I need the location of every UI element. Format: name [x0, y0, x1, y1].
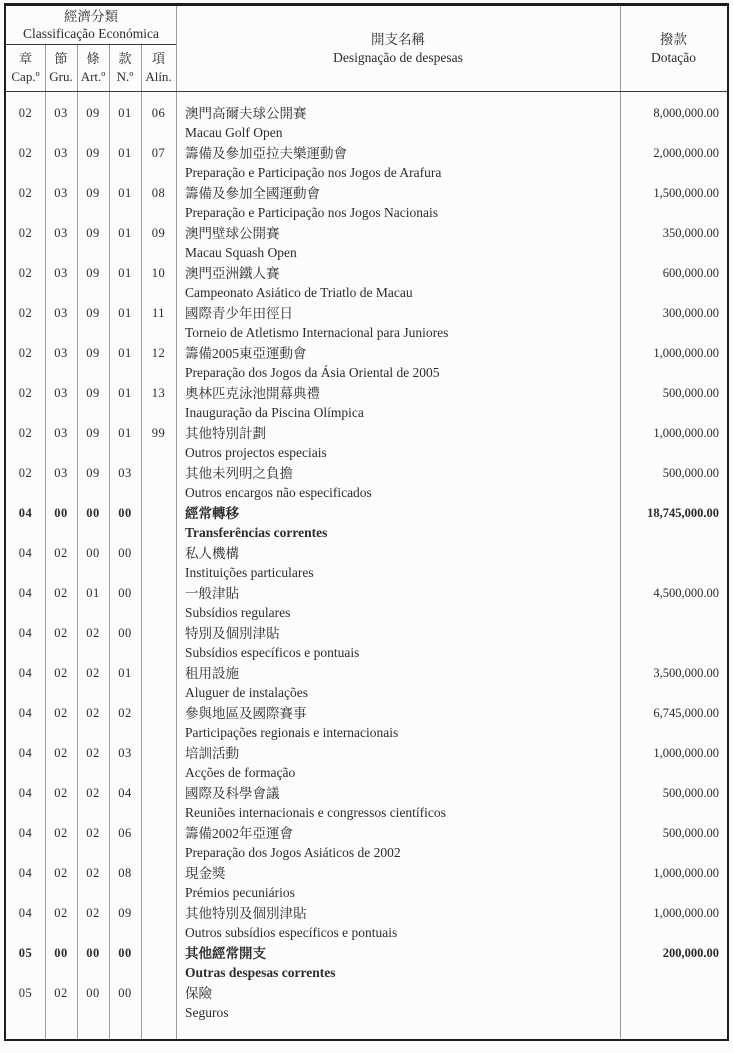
designation-zh: 一般津貼 [185, 586, 239, 601]
code-gru-cell: 03 [54, 386, 68, 400]
designation-zh: 保險 [185, 986, 212, 1001]
code-gru-cell: 02 [54, 986, 68, 1000]
budget-table [4, 3, 729, 1041]
code-art-cell: 02 [86, 786, 100, 800]
table-row [6, 344, 727, 384]
designation-zh: 租用設施 [185, 666, 239, 681]
code-gru-cell: 03 [54, 226, 68, 240]
code-n-cell: 01 [118, 306, 132, 320]
code-cap-cell: 02 [18, 146, 33, 160]
designation-header [176, 6, 620, 91]
code-cap-cell: 02 [18, 346, 33, 360]
code-alin-cell: 11 [151, 306, 166, 320]
code-gru-cell: 02 [54, 826, 68, 840]
amount-cell: 500,000.00 [662, 826, 719, 840]
code-gru-cell: 03 [54, 186, 68, 200]
designation-cell [176, 984, 620, 1024]
col-header-cap-zh: 章 [18, 51, 32, 66]
designation-pt: Outras despesas correntes [185, 965, 336, 980]
classification-header [6, 6, 176, 44]
amount-cell: 600,000.00 [662, 266, 719, 280]
code-n-cell: 01 [118, 346, 132, 360]
code-gru-cell: 02 [54, 786, 68, 800]
table-row [6, 464, 727, 504]
designation-pt: Macau Golf Open [185, 125, 283, 140]
designation-header-zh: 開支名稱 [371, 31, 425, 47]
code-n-cell: 00 [118, 546, 132, 560]
code-alin-cell: 12 [151, 346, 166, 360]
table-row [6, 544, 727, 584]
amount-cell: 2,000,000.00 [653, 146, 719, 160]
code-n-cell: 03 [118, 746, 132, 760]
designation-pt: Prémios pecuniários [185, 885, 295, 900]
designation-cell [176, 344, 620, 384]
code-gru-cell: 02 [54, 706, 68, 720]
code-gru-cell: 03 [54, 466, 68, 480]
designation-cell [176, 784, 620, 824]
code-art-cell: 09 [86, 106, 100, 120]
code-art-cell: 09 [86, 466, 100, 480]
code-cap-cell: 04 [18, 746, 33, 760]
code-art-cell: 00 [86, 506, 100, 520]
amount-header [620, 6, 727, 91]
col-header-n [109, 45, 141, 91]
table-row [6, 904, 727, 944]
code-n-cell: 06 [118, 826, 132, 840]
designation-cell [176, 104, 620, 144]
classification-title-pt: Classificação Económica [22, 26, 160, 41]
col-header-art-zh: 條 [86, 51, 100, 66]
code-cap-cell: 02 [18, 426, 33, 440]
code-n-cell: 01 [118, 146, 132, 160]
table-body [6, 92, 727, 1037]
code-cap-cell: 04 [18, 626, 33, 640]
code-art-cell: 00 [86, 986, 100, 1000]
code-gru-cell: 03 [54, 146, 68, 160]
table-row [6, 784, 727, 824]
table-row [6, 984, 727, 1024]
designation-zh: 國際青少年田徑日 [185, 306, 293, 321]
code-cap-cell: 04 [18, 546, 33, 560]
code-n-cell: 00 [118, 626, 132, 640]
table-row [6, 664, 727, 704]
code-cap-cell: 02 [18, 386, 33, 400]
code-cap-cell: 04 [18, 866, 33, 880]
designation-pt: Campeonato Asiático de Triatlo de Macau [185, 285, 413, 300]
col-header-alin-pt: Alín. [145, 69, 172, 84]
code-art-cell: 02 [86, 906, 100, 920]
code-alin-cell [141, 824, 176, 864]
code-n-cell: 00 [118, 986, 132, 1000]
col-header-alin-zh: 項 [151, 51, 165, 66]
amount-cell: 1,000,000.00 [653, 426, 719, 440]
code-n-cell: 00 [118, 506, 132, 520]
code-art-cell: 00 [86, 546, 100, 560]
code-gru-cell: 00 [54, 946, 68, 960]
col-header-n-zh: 款 [118, 51, 132, 66]
code-art-cell: 09 [86, 146, 100, 160]
amount-cell: 8,000,000.00 [653, 106, 719, 120]
code-n-cell: 01 [118, 106, 132, 120]
designation-zh: 參與地區及國際賽事 [185, 706, 307, 721]
designation-cell [176, 384, 620, 424]
code-gru-cell: 02 [54, 546, 68, 560]
col-header-cap-pt: Cap.º [11, 69, 40, 84]
code-alin-cell [141, 704, 176, 744]
table-row [6, 584, 727, 624]
code-cap-cell: 04 [18, 826, 33, 840]
designation-header-pt: Designação de despesas [333, 49, 463, 65]
table-row [6, 144, 727, 184]
designation-cell [176, 464, 620, 504]
designation-cell [176, 544, 620, 584]
designation-cell [176, 184, 620, 224]
code-art-cell: 02 [86, 666, 100, 680]
table-row [6, 184, 727, 224]
code-cap-cell: 04 [18, 706, 33, 720]
code-alin-cell [141, 544, 176, 584]
amount-cell: 1,000,000.00 [653, 346, 719, 360]
amount-cell: 6,745,000.00 [653, 706, 719, 720]
designation-zh: 籌備及參加亞拉夫樂運動會 [185, 146, 347, 161]
code-cap-cell: 02 [18, 226, 33, 240]
code-alin-cell [141, 464, 176, 504]
amount-cell: 500,000.00 [662, 786, 719, 800]
amount-cell: 500,000.00 [662, 386, 719, 400]
code-alin-cell [141, 944, 176, 984]
amount-cell: 1,000,000.00 [653, 906, 719, 920]
amount-cell: 1,000,000.00 [653, 746, 719, 760]
table-row [6, 224, 727, 264]
designation-cell [176, 744, 620, 784]
designation-pt: Seguros [185, 1005, 229, 1020]
amount-cell: 4,500,000.00 [653, 586, 719, 600]
code-cap-cell: 04 [18, 586, 33, 600]
amount-cell [620, 984, 727, 1024]
designation-cell [176, 664, 620, 704]
code-alin-cell [141, 864, 176, 904]
code-alin-cell [141, 584, 176, 624]
code-alin-cell: 13 [151, 386, 166, 400]
table-row [6, 864, 727, 904]
amount-cell: 18,745,000.00 [647, 506, 719, 520]
designation-pt: Macau Squash Open [185, 245, 297, 260]
designation-cell [176, 424, 620, 464]
designation-pt: Preparação e Participação nos Jogos Nacionais [185, 205, 439, 220]
designation-cell [176, 624, 620, 664]
designation-zh: 國際及科學會議 [185, 786, 280, 801]
table-row [6, 944, 727, 984]
classification-title-zh: 經濟分類 [64, 9, 118, 24]
designation-zh: 其他特別計劃 [185, 426, 266, 441]
designation-zh: 特別及個別津貼 [185, 626, 280, 641]
code-n-cell: 03 [118, 466, 132, 480]
code-art-cell: 09 [86, 266, 100, 280]
code-cap-cell: 04 [18, 786, 33, 800]
code-art-cell: 02 [86, 826, 100, 840]
designation-zh: 其他特別及個別津貼 [185, 906, 307, 921]
code-cap-cell: 02 [18, 466, 33, 480]
col-header-gru-zh: 節 [54, 51, 68, 66]
designation-pt: Inauguração da Piscina Olímpica [185, 405, 364, 420]
designation-pt: Acções de formação [185, 765, 296, 780]
code-art-cell: 09 [86, 306, 100, 320]
code-alin-cell: 09 [151, 226, 166, 240]
code-art-cell: 01 [86, 586, 100, 600]
col-header-art-pt: Art.º [80, 69, 106, 84]
designation-cell [176, 864, 620, 904]
designation-zh: 培訓活動 [185, 746, 239, 761]
designation-pt: Outros encargos não especificados [185, 485, 372, 500]
code-gru-cell: 02 [54, 626, 68, 640]
designation-pt: Participações regionais e internacionais [185, 725, 399, 740]
designation-zh: 現金獎 [185, 866, 226, 881]
table-row [6, 384, 727, 424]
code-n-cell: 02 [118, 706, 132, 720]
code-art-cell: 09 [86, 346, 100, 360]
designation-zh: 其他未列明之負擔 [185, 466, 293, 481]
code-gru-cell: 02 [54, 586, 68, 600]
table-row [6, 704, 727, 744]
code-gru-cell: 03 [54, 266, 68, 280]
col-header-art [77, 45, 109, 91]
code-art-cell: 02 [86, 706, 100, 720]
col-header-gru-pt: Gru. [49, 69, 73, 84]
table-row [6, 624, 727, 664]
designation-zh: 私人機構 [185, 546, 239, 561]
code-alin-cell [141, 504, 176, 544]
table-row [6, 744, 727, 784]
designation-zh: 籌備及參加全國運動會 [185, 186, 320, 201]
code-cap-cell: 05 [18, 986, 33, 1000]
code-n-cell: 04 [118, 786, 132, 800]
code-n-cell: 01 [118, 226, 132, 240]
code-n-cell: 09 [118, 906, 132, 920]
amount-cell [620, 624, 727, 664]
designation-cell [176, 504, 620, 544]
code-cap-cell: 02 [18, 186, 33, 200]
code-gru-cell: 03 [54, 306, 68, 320]
code-gru-cell: 02 [54, 906, 68, 920]
code-gru-cell: 03 [54, 106, 68, 120]
designation-pt: Instituições particulares [185, 565, 314, 580]
designation-pt: Reuniões internacionais e congressos científicos [185, 805, 446, 820]
col-header-cap [6, 45, 45, 91]
code-gru-cell: 02 [54, 666, 68, 680]
code-cap-cell: 05 [18, 946, 33, 960]
designation-zh: 籌備2002年亞運會 [185, 826, 293, 841]
code-alin-cell: 08 [151, 186, 166, 200]
code-art-cell: 09 [86, 426, 100, 440]
designation-pt: Aluguer de instalações [185, 685, 308, 700]
designation-zh: 籌備2005東亞運動會 [185, 346, 307, 361]
code-alin-cell: 06 [151, 106, 166, 120]
code-alin-cell [141, 664, 176, 704]
code-cap-cell: 04 [18, 666, 33, 680]
code-cap-cell: 02 [18, 266, 33, 280]
amount-header-pt: Dotação [651, 49, 696, 65]
designation-pt: Transferências correntes [185, 525, 328, 540]
amount-cell: 300,000.00 [662, 306, 719, 320]
designation-pt: Subsídios regulares [185, 605, 291, 620]
table-row [6, 104, 727, 144]
code-alin-cell [141, 984, 176, 1024]
table-row [6, 264, 727, 304]
code-art-cell: 00 [86, 946, 100, 960]
designation-zh: 澳門壁球公開賽 [185, 226, 280, 241]
code-cap-cell: 02 [18, 306, 33, 320]
col-header-gru [45, 45, 77, 91]
amount-cell: 200,000.00 [662, 946, 719, 960]
code-n-cell: 00 [118, 586, 132, 600]
amount-cell [620, 544, 727, 584]
designation-pt: Preparação e Participação nos Jogos de Arafura [185, 165, 442, 180]
code-n-cell: 00 [118, 946, 132, 960]
designation-cell [176, 824, 620, 864]
code-art-cell: 09 [86, 186, 100, 200]
amount-cell: 1,500,000.00 [653, 186, 719, 200]
code-alin-cell [141, 744, 176, 784]
code-n-cell: 01 [118, 186, 132, 200]
code-alin-cell: 07 [151, 146, 166, 160]
code-art-cell: 09 [86, 386, 100, 400]
designation-cell [176, 144, 620, 184]
code-n-cell: 01 [118, 666, 132, 680]
table-row [6, 304, 727, 344]
designation-cell [176, 224, 620, 264]
code-n-cell: 01 [118, 266, 132, 280]
table-row [6, 424, 727, 464]
code-gru-cell: 00 [54, 506, 68, 520]
code-alin-cell: 10 [151, 266, 166, 280]
code-gru-cell: 03 [54, 426, 68, 440]
amount-cell: 3,500,000.00 [653, 666, 719, 680]
designation-pt: Torneio de Atletismo Internacional para Juniores [185, 325, 449, 340]
designation-zh: 其他經常開支 [185, 946, 266, 961]
designation-zh: 澳門高爾夫球公開賽 [185, 106, 307, 121]
code-n-cell: 08 [118, 866, 132, 880]
designation-cell [176, 704, 620, 744]
designation-pt: Preparação dos Jogos da Ásia Oriental de 2005 [185, 365, 440, 380]
code-art-cell: 02 [86, 626, 100, 640]
code-art-cell: 09 [86, 226, 100, 240]
code-n-cell: 01 [118, 386, 132, 400]
designation-zh: 經常轉移 [185, 506, 239, 521]
designation-pt: Outros projectos especiais [185, 445, 327, 460]
designation-cell [176, 304, 620, 344]
code-cap-cell: 04 [18, 506, 33, 520]
code-gru-cell: 02 [54, 866, 68, 880]
code-art-cell: 02 [86, 746, 100, 760]
col-header-n-pt: N.º [116, 69, 134, 84]
code-gru-cell: 03 [54, 346, 68, 360]
designation-cell [176, 584, 620, 624]
amount-cell: 350,000.00 [662, 226, 719, 240]
designation-zh: 奧林匹克泳池開幕典禮 [185, 386, 320, 401]
code-gru-cell: 02 [54, 746, 68, 760]
designation-cell [176, 264, 620, 304]
designation-cell [176, 904, 620, 944]
code-alin-cell [141, 904, 176, 944]
table-row [6, 824, 727, 864]
designation-cell [176, 944, 620, 984]
designation-pt: Preparação dos Jogos Asiáticos de 2002 [185, 845, 401, 860]
code-art-cell: 02 [86, 866, 100, 880]
code-column-headers [6, 45, 176, 91]
amount-cell: 500,000.00 [662, 466, 719, 480]
designation-pt: Subsídios específicos e pontuais [185, 645, 360, 660]
code-cap-cell: 04 [18, 906, 33, 920]
amount-header-zh: 撥款 [660, 31, 687, 47]
code-alin-cell [141, 624, 176, 664]
col-header-alin [141, 45, 176, 91]
code-alin-cell [141, 784, 176, 824]
amount-cell: 1,000,000.00 [653, 866, 719, 880]
code-cap-cell: 02 [18, 106, 33, 120]
designation-pt: Outros subsídios específicos e pontuais [185, 925, 398, 940]
designation-zh: 澳門亞洲鐵人賽 [185, 266, 280, 281]
table-row [6, 504, 727, 544]
code-n-cell: 01 [118, 426, 132, 440]
code-alin-cell: 99 [151, 426, 166, 440]
